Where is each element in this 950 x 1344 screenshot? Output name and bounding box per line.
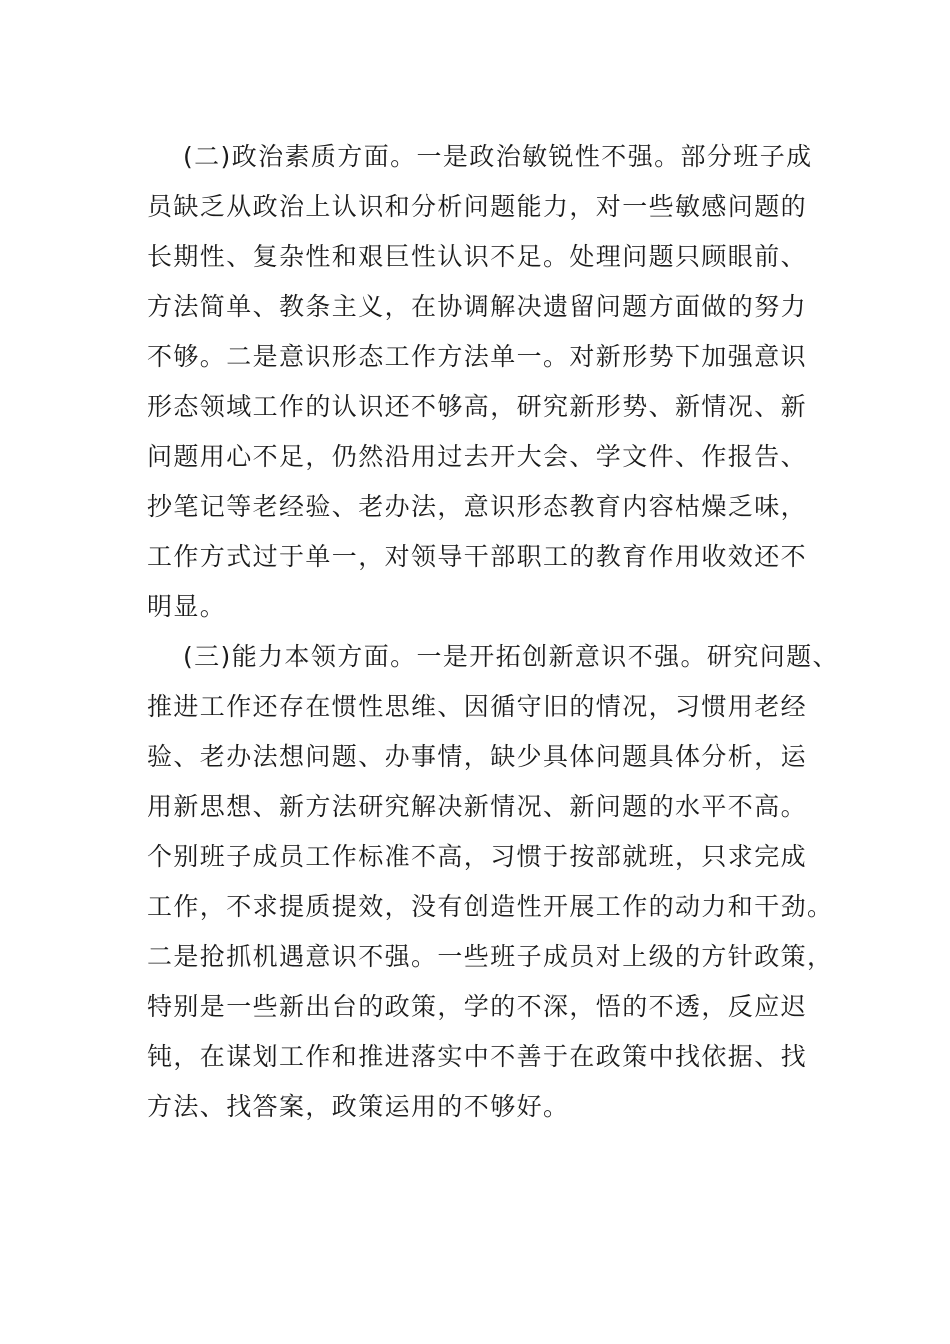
paragraph-line: 用新思想、新方法研究解决新情况、新问题的水平不高。: [147, 792, 808, 821]
paragraph-line: 推进工作还存在惯性思维、因循守旧的情况，习惯用老经: [147, 692, 808, 721]
paragraph-line: 长期性、复杂性和艰巨性认识不足。处理问题只顾眼前、: [147, 242, 808, 271]
paragraph-line: 验、老办法想问题、办事情，缺少具体问题具体分析，运: [147, 742, 808, 771]
paragraph-line: 特别是一些新出台的政策，学的不深，悟的不透，反应迟: [147, 992, 808, 1021]
paragraph-line: (二)政治素质方面。一是政治敏锐性不强。部分班子成: [183, 142, 813, 171]
paragraph-line: 方法简单、教条主义，在协调解决遗留问题方面做的努力: [147, 292, 808, 321]
paragraph-line: 员缺乏从政治上认识和分析问题能力，对一些敏感问题的: [147, 192, 808, 221]
paragraph-line: 钝，在谋划工作和推进落实中不善于在政策中找依据、找: [147, 1042, 808, 1071]
paragraph-line: (三)能力本领方面。一是开拓创新意识不强。研究问题、: [183, 642, 839, 671]
paragraph-line: 工作，不求提质提效，没有创造性开展工作的动力和干劲。: [147, 892, 834, 921]
paragraph-line: 工作方式过于单一，对领导干部职工的教育作用收效还不: [147, 542, 808, 571]
paragraph-ability-skills: [147, 632, 839, 1132]
paragraph-line: 方法、找答案，政策运用的不够好。: [147, 1092, 570, 1121]
paragraph-line: 明显。: [147, 592, 227, 621]
paragraph-line: 二是抢抓机遇意识不强。一些班子成员对上级的方针政策，: [147, 942, 834, 971]
paragraph-line: 不够。二是意识形态工作方法单一。对新形势下加强意识: [147, 342, 808, 371]
paragraph-political-quality: [147, 132, 813, 632]
paragraph-line: 问题用心不足，仍然沿用过去开大会、学文件、作报告、: [147, 442, 808, 471]
paragraph-line: 形态领域工作的认识还不够高，研究新形势、新情况、新: [147, 392, 808, 421]
paragraph-line: 抄笔记等老经验、老办法，意识形态教育内容枯燥乏味，: [147, 492, 808, 521]
paragraph-line: 个别班子成员工作标准不高，习惯于按部就班，只求完成: [147, 842, 808, 871]
